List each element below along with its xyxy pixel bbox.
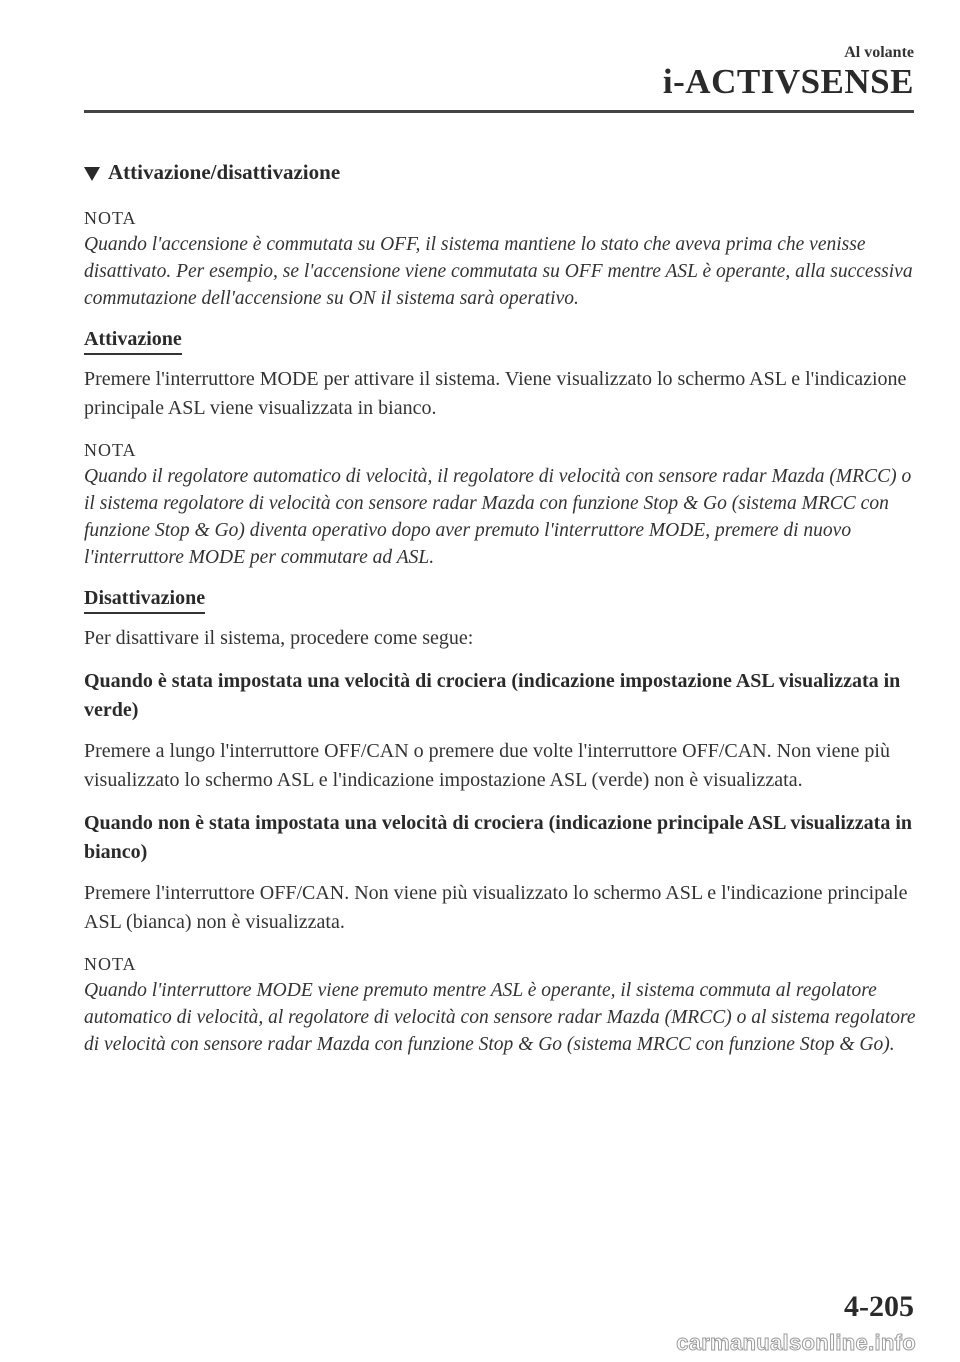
triangle-bullet-icon	[84, 167, 100, 181]
attivazione-heading: Attivazione	[84, 326, 182, 355]
case2-heading: Quando non è stata impostata una velocità di crociera (indicazione principale ASL visualizzata in bianco)	[84, 812, 912, 863]
disattivazione-heading: Disattivazione	[84, 585, 205, 614]
section-heading-text: Attivazione/disattivazione	[108, 160, 341, 184]
disattivazione-section	[84, 585, 919, 937]
case1-text: Premere a lungo l'interruttore OFF/CAN o premere due volte l'interruttore OFF/CAN. Non viene più visualizzato lo schermo ASL e l'indicazione impostazione ASL (verde) non è visualizzata.	[84, 740, 890, 791]
case2-text: Premere l'interruttore OFF/CAN. Non viene più visualizzato lo schermo ASL e l'indicazione principale ASL (bianca) non è visualizzata.	[84, 882, 908, 933]
note-text: Quando l'accensione è commutata su OFF, il sistema mantiene lo stato che aveva prima che venisse disattivato. Per esempio, se l'accensione viene commutata su OFF mentre ASL è operante, alla successiva commutazione dell'accensione su ON il sistema sarà operativo.	[84, 234, 913, 309]
note-label: NOTA	[84, 954, 137, 974]
note-block-1	[84, 205, 919, 312]
attivazione-text: Premere l'interruttore MODE per attivare il sistema. Viene visualizzato lo schermo ASL e l'indicazione principale ASL viene visualizzata in bianco.	[84, 368, 907, 419]
note-block-3	[84, 951, 919, 1058]
page-content	[84, 160, 919, 1072]
note-block-2	[84, 437, 919, 571]
header-section-label: Al volante	[844, 44, 914, 61]
page-number: 4-205	[844, 1290, 914, 1323]
note-label: NOTA	[84, 440, 137, 460]
note-label: NOTA	[84, 208, 137, 228]
attivazione-section	[84, 326, 919, 423]
section-heading	[84, 160, 919, 185]
note-text: Quando il regolatore automatico di velocità, il regolatore di velocità con sensore radar Mazda (MRCC) o il sistema regolatore di velocità con sensore radar Mazda con funzione Stop & Go (sistema MRCC con funzione Stop & Go) diventa operativo dopo aver premuto l'interruttore MODE, premere di nuovo l'interruttore MODE per commutare ad ASL.	[84, 466, 912, 568]
note-text: Quando l'interruttore MODE viene premuto mentre ASL è operante, il sistema commuta al regolatore automatico di velocità, al regolatore di velocità con sensore radar Mazda (MRCC) o al sistema regolatore di velocità con sensore radar Mazda con funzione Stop & Go (sistema MRCC con funzione Stop & Go).	[84, 980, 916, 1055]
case1-heading: Quando è stata impostata una velocità di crociera (indicazione impostazione ASL visualizzata in verde)	[84, 670, 901, 721]
disattivazione-intro: Per disattivare il sistema, procedere come segue:	[84, 627, 474, 649]
header-chapter-title: i-ACTIVSENSE	[662, 62, 914, 101]
watermark: carmanualsonline.info	[676, 1330, 916, 1355]
header-divider	[84, 110, 914, 113]
